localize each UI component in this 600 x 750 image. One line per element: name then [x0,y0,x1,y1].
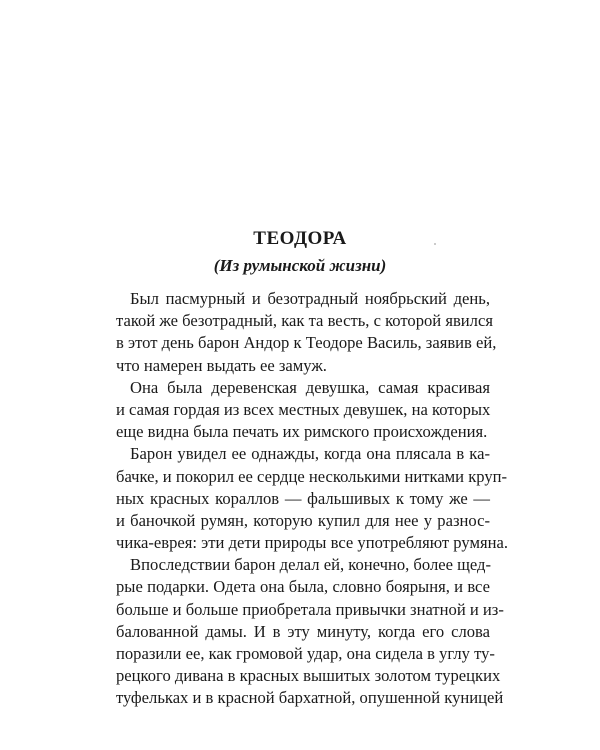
paper-speck [434,243,436,245]
text-line: больше и больше приобретала привычки знатной и из- [116,599,504,619]
text-line: Впоследствии барон делал ей, конечно, более щед- [130,555,491,575]
text-line: еще видна была печать их римского происхождения. [116,422,488,442]
text-line: поразили ее, как громовой удар, она сидела в углу ту- [116,644,495,663]
chapter-subtitle: (Из румынской жизни) [213,256,387,275]
text-line: рые подарки. Одета она была, словно боярыня, и все [116,577,490,597]
text-line: Она была деревенская девушка, самая красивая [130,377,490,397]
text-line: туфельках и в красной бархатной, опушенной куницей [116,688,504,708]
text-line: чика-еврея: эти дети природы все употребляют румяна. [116,533,508,553]
text-line: бачке, и покорил ее сердце несколькими нитками круп- [116,466,508,486]
text-line: такой же безотрадный, как та весть, с которой явился [116,311,493,331]
text-line: и самая гордая из всех местных девушек, на которых [116,399,491,419]
text-line: Был пасмурный и безотрадный ноябрьский день, [130,289,490,308]
text-line: и баночкой румян, которую купил для нее у разнос- [116,510,490,530]
text-line: ных красных кораллов — фальшивых к тому же — [116,488,490,508]
text-line: балованной дамы. И в эту минуту, когда его слова [116,621,490,641]
body-text [116,288,508,710]
text-line: что намерен выдать ее замуж. [116,355,327,375]
text-line: рецкого дивана в красных вышитых золотом турецких [116,666,501,686]
text-line: в этот день барон Андор к Теодоре Василь, заявив ей, [116,333,497,353]
text-line: Барон увидел ее однажды, когда она плясала в ка- [130,444,490,464]
chapter-title: ТЕОДОРА [253,228,347,249]
